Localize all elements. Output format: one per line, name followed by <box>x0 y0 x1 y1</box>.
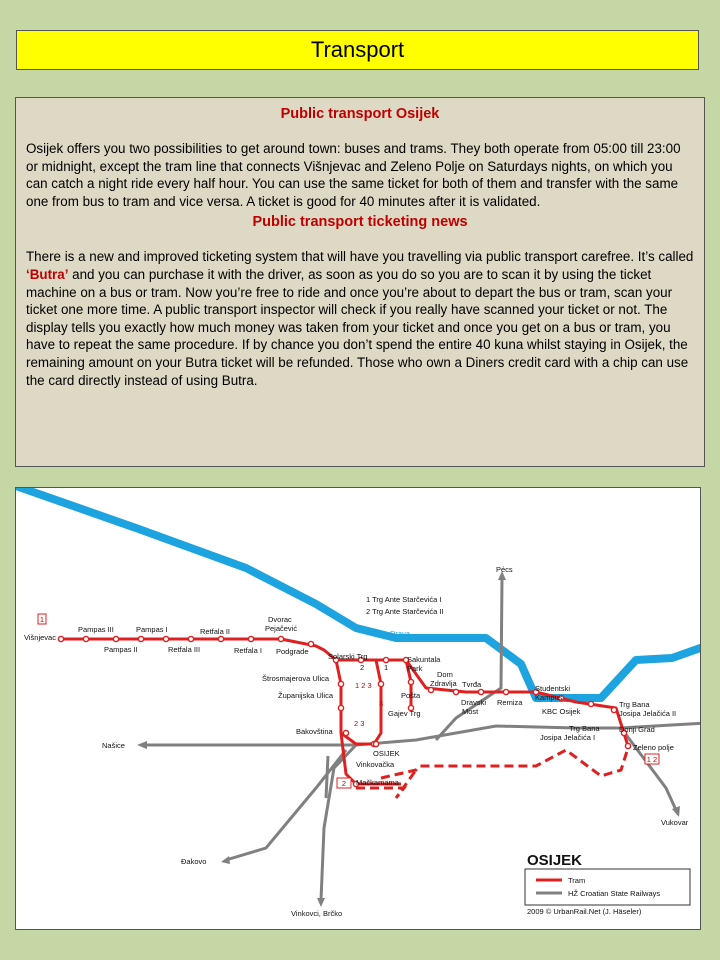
station-zeleno-polje: Zeleno polje <box>633 743 674 752</box>
line-badge-1-text: 1 <box>39 615 45 624</box>
station-solarski: Solarski Trg <box>328 652 368 661</box>
dakovo-arrow-icon <box>221 856 230 864</box>
nasice-arrow-icon <box>137 741 147 749</box>
station-zupanijska: Županijska Ulica <box>278 691 334 700</box>
station-sakuntala-1: Sakuntala <box>407 655 441 664</box>
station-dravski-2: Most <box>462 707 479 716</box>
route-legend-1: 1 Trg Ante Starčevića I <box>366 595 442 604</box>
line-number-23: 2 3 <box>354 719 365 728</box>
station-mackamama: Mačkamama <box>356 778 399 787</box>
station-dravski-1: Dravski <box>461 698 487 707</box>
public-transport-text: Osijek offers you two possibilities to get around town: buses and trams. They both operate from 05:00 till 23:00 or midnight, except the tram line that connects Višnjevac and Zeleno Polje on Saturdays nights, on which you can catch a night ride every half hour. You can use the same ticket for both of them and transfer with the same one from bus to tram and vice versa. A ticket is good for 40 minutes after it is validated. <box>26 141 681 209</box>
station-trg-bana1-2: Josipa Jelačića I <box>540 733 596 742</box>
station-dom-1: Dom <box>437 670 453 679</box>
station-retfala3: Retfala III <box>168 645 201 654</box>
night-line <box>381 748 628 778</box>
station-vinkovacka: Vinkovačka <box>356 760 395 769</box>
station-trg-bana2-1: Trg Bana <box>619 700 650 709</box>
ticketing-text <box>26 248 694 389</box>
station-retfala1: Retfala I <box>234 646 262 655</box>
dest-vinkovci: Vinkovci, Brčko <box>291 909 343 918</box>
station-pampas2: Pampas II <box>104 645 138 654</box>
line-number-123: 1 2 3 <box>355 681 372 690</box>
station-pampas1: Pampas I <box>136 625 168 634</box>
vukovar-arrow-icon <box>672 806 680 817</box>
ticketing-text-end: and you can purchase it with the driver, as soon as you do so you are to scan it by using the ticket machine on a bus or tram. Now you’re free to ride and once you’re about to depart the bus or tram, scan your ticket one more time. A public transport inspector will check if you really have scanned your ticket or not. The display tells you exactly how much money was taken from your ticket and once you get on a bus or tram, you have to repeat the same procedure. If by chance you don’t spend the entire 40 kuna whilst staying in Osijek, the remaining amount on your Butra ticket will be refunded. Those who own a Diners credit card with a chip can use the card directly instead of using Butra. <box>26 266 689 388</box>
map-legend <box>525 852 690 916</box>
legend-rail: HŽ Croatian State Railways <box>568 889 661 898</box>
station-dom-2: Zdravlja <box>430 679 457 688</box>
station-donji-grad: Donji Grad <box>619 725 655 734</box>
station-studentski-1: Studentski <box>535 684 571 693</box>
transport-info-panel <box>15 97 705 467</box>
station-posta: Pošta <box>401 691 421 700</box>
page-title: Transport <box>16 30 699 70</box>
station-dvorac-2: Pejačević <box>265 624 298 633</box>
route-legend-2: 2 Trg Ante Starčevića II <box>366 607 444 616</box>
butra-name: ‘Butra’ <box>26 266 69 282</box>
vinkovci-arrow-icon <box>317 898 325 907</box>
station-bakovstina: Bakovština <box>296 727 333 736</box>
station-studentski-2: Kampus <box>535 693 563 702</box>
station-kbc: KBC Osijek <box>542 707 581 716</box>
station-visnjevac: Višnjevac <box>24 633 56 642</box>
line-number-1: 1 <box>384 663 389 672</box>
drava-river <box>16 488 701 698</box>
public-transport-heading: Public transport Osijek <box>280 106 440 122</box>
station-podgrade: Podgrade <box>276 647 309 656</box>
ticketing-text-start: There is a new and improved ticketing system that will have you travelling via public transport carefree. It’s called <box>26 249 694 265</box>
line-number-3: 3 <box>379 699 384 708</box>
river-label: Drava <box>390 629 411 638</box>
ticketing-heading: Public transport ticketing news <box>252 214 468 231</box>
dest-dakovo: Đakovo <box>181 857 207 866</box>
station-retfala2: Retfala II <box>200 627 231 636</box>
station-strosmajerova: Štrosmajerova Ulica <box>262 674 330 683</box>
station-gajev: Gajev Trg <box>388 709 421 718</box>
dest-pecs: Pécs <box>496 565 513 574</box>
legend-credit: 2009 © UrbanRail.Net (J. Häseler) <box>527 907 642 916</box>
line-badge-12-text: 1 2 <box>646 755 658 764</box>
station-sakuntala-2: Park <box>407 664 423 673</box>
legend-title: OSIJEK <box>527 852 583 869</box>
line-number-2: 2 <box>360 663 365 672</box>
station-trg-bana1-1: Trg Bana <box>569 724 600 733</box>
tram-map-graphic <box>16 488 701 930</box>
dest-vukovar: Vukovar <box>661 818 689 827</box>
station-osijek: OSIJEK <box>373 749 400 758</box>
station-pampas3: Pampas III <box>78 625 114 634</box>
station-remiza: Remiza <box>497 698 523 707</box>
legend-tram: Tram <box>568 876 586 885</box>
station-dvorac-1: Dvorac <box>268 615 292 624</box>
tram-map <box>15 487 701 930</box>
line-badge-2-text: 2 <box>341 779 347 788</box>
dest-nasice: Našice <box>102 741 125 750</box>
station-tvrda: Tvrđa <box>462 680 482 689</box>
station-trg-bana2-2: Josipa Jelačića II <box>619 709 677 718</box>
